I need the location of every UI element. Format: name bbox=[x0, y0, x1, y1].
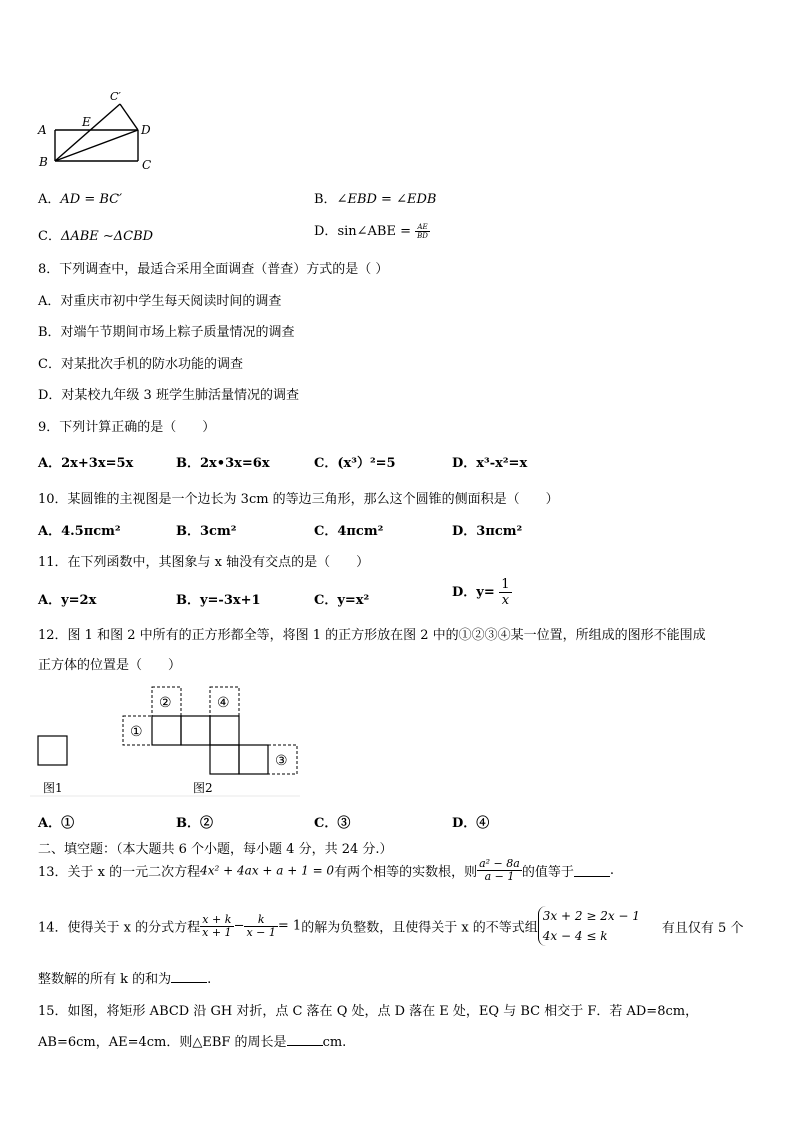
q10-stem: 10．某圆锥的主视图是一个边长为 3cm 的等边三角形，那么这个圆锥的侧面积是（ ） bbox=[38, 492, 559, 507]
q12-option-c: C．③ bbox=[314, 816, 351, 831]
q13-answer-blank[interactable] bbox=[574, 864, 610, 877]
q14-inequality-system: 3x + 2 ≥ 2x − 1 4x − 4 ≤ k bbox=[538, 906, 640, 946]
fig2-square bbox=[181, 716, 210, 745]
q14-fraction-1: $\frac{x + k}{x + 1}$ bbox=[202, 912, 232, 939]
fig2-label: 图2 bbox=[193, 781, 213, 795]
q12-stem-line2: 正方体的位置是（ ） bbox=[38, 658, 182, 673]
label-c-prime: C′ bbox=[110, 90, 121, 103]
q8-option-b: B．对端午节期间市场上粽子质量情况的调查 bbox=[38, 325, 295, 340]
q13-fraction: $\frac{\text{a² − 8a}}{a - 1}$ bbox=[479, 857, 520, 883]
label-c: C bbox=[142, 158, 152, 172]
q11-option-d-fraction: $\frac{1}{x}$ bbox=[501, 577, 510, 608]
q8-option-a: A．对重庆市初中学生每天阅读时间的调查 bbox=[38, 294, 282, 309]
q11-option-b: B．y=-3x+1 bbox=[176, 593, 261, 608]
q8-option-d: D．对某校九年级 3 班学生肺活量情况的调查 bbox=[38, 388, 299, 403]
q11-option-c: C．y=x² bbox=[314, 593, 370, 608]
q15-answer-blank[interactable] bbox=[287, 1033, 323, 1046]
q7-option-b: B．∠EBD = ∠EDB bbox=[314, 192, 437, 207]
fig2-square bbox=[239, 745, 268, 774]
fig2-label-pos3: ③ bbox=[275, 753, 288, 769]
q11-option-d: D．y= $\frac{1}{x}$ bbox=[452, 577, 510, 608]
q12-stem-line1: 12．图 1 和图 2 中所有的正方形都全等，将图 1 的正方形放在图 2 中的①②③④某一位置，所组成的图形不能围成 bbox=[38, 628, 706, 643]
label-d: D bbox=[141, 123, 151, 137]
q9-option-a: A．2x+3x=5x bbox=[38, 456, 134, 471]
q9-stem: 9．下列计算正确的是（ ） bbox=[38, 420, 216, 435]
q10-option-a: A．4.5πcm² bbox=[38, 524, 121, 539]
fig2-label-pos4: ④ bbox=[217, 695, 230, 711]
q7-option-a: A．AD = BC′ bbox=[38, 192, 123, 207]
q12-option-a: A．① bbox=[38, 816, 75, 831]
section2-title: 二、填空题：（本大题共 6 个小题，每小题 4 分，共 24 分.） bbox=[38, 842, 393, 857]
q14-line1: 14．使得关于 x 的分式方程 $\frac{x + k}{x + 1}$ − $\frac{k}{x - 1}$ = 1的解为负整数，且使得关于 x 的不等式组3x + 2 ≥ 2x − 1 4x − 4 ≤ k有且仅有 5 个 bbox=[38, 906, 743, 946]
q10-option-c: C．4πcm² bbox=[314, 524, 384, 539]
q10-option-b: B．3cm² bbox=[176, 524, 237, 539]
q7-option-d-fraction: $\frac{AE}{BD}$ bbox=[417, 223, 428, 240]
q10-option-d: D．3πcm² bbox=[452, 524, 523, 539]
q8-option-c: C．对某批次手机的防水功能的调查 bbox=[38, 357, 243, 372]
q12-figures bbox=[30, 680, 310, 805]
q11-option-a: A．y=2x bbox=[38, 593, 97, 608]
q11-stem: 11．在下列函数中，其图象与 x 轴没有交点的是（ ） bbox=[38, 555, 370, 570]
q15-line2: AB=6cm，AE=4cm．则△EBF 的周长是 cm. bbox=[38, 1035, 347, 1050]
q8-stem: 8．下列调查中，最适合采用全面调查（普查）方式的是（ ） bbox=[38, 262, 389, 277]
label-b: B bbox=[39, 155, 48, 169]
q7-option-c: C．ΔABE ∼ΔCBD bbox=[38, 229, 154, 244]
q7-geometry-figure bbox=[30, 86, 165, 176]
fig2-label-pos1: ① bbox=[130, 724, 143, 740]
fig2-square bbox=[210, 716, 239, 745]
q14-line2: 整数解的所有 k 的和为 . bbox=[38, 972, 212, 987]
label-a: A bbox=[38, 123, 47, 137]
q7-option-d: D．sin∠ABE = $\frac{AE}{BD}$ bbox=[314, 223, 428, 240]
q15-line1: 15．如图，将矩形 ABCD 沿 GH 对折，点 C 落在 Q 处，点 D 落在 E 处，EQ 与 BC 相交于 F．若 AD=8cm， bbox=[38, 1004, 699, 1019]
q12-option-d: D．④ bbox=[452, 816, 490, 831]
fig2-label-pos2: ② bbox=[159, 695, 172, 711]
q9-option-b: B．2x•3x=6x bbox=[176, 456, 270, 471]
fig1-label: 图1 bbox=[43, 781, 63, 795]
q14-answer-blank[interactable] bbox=[171, 970, 207, 983]
fig2-square bbox=[210, 745, 239, 774]
q14-fraction-2: $\frac{k}{x - 1}$ bbox=[246, 912, 276, 939]
label-e: E bbox=[82, 115, 91, 129]
q9-option-d: D．x³-x²=x bbox=[452, 456, 528, 471]
fig1-square bbox=[38, 736, 67, 765]
q12-option-b: B．② bbox=[176, 816, 213, 831]
q13: 13．关于 x 的一元二次方程4x² + 4ax + a + 1 = 0有两个相等的实数根，则 $\frac{\text{a² − 8a}}{a - 1}$ 的值等于 . bbox=[38, 857, 614, 883]
fig2-square bbox=[152, 716, 181, 745]
q9-option-c: C．(x³）²=5 bbox=[314, 456, 396, 471]
